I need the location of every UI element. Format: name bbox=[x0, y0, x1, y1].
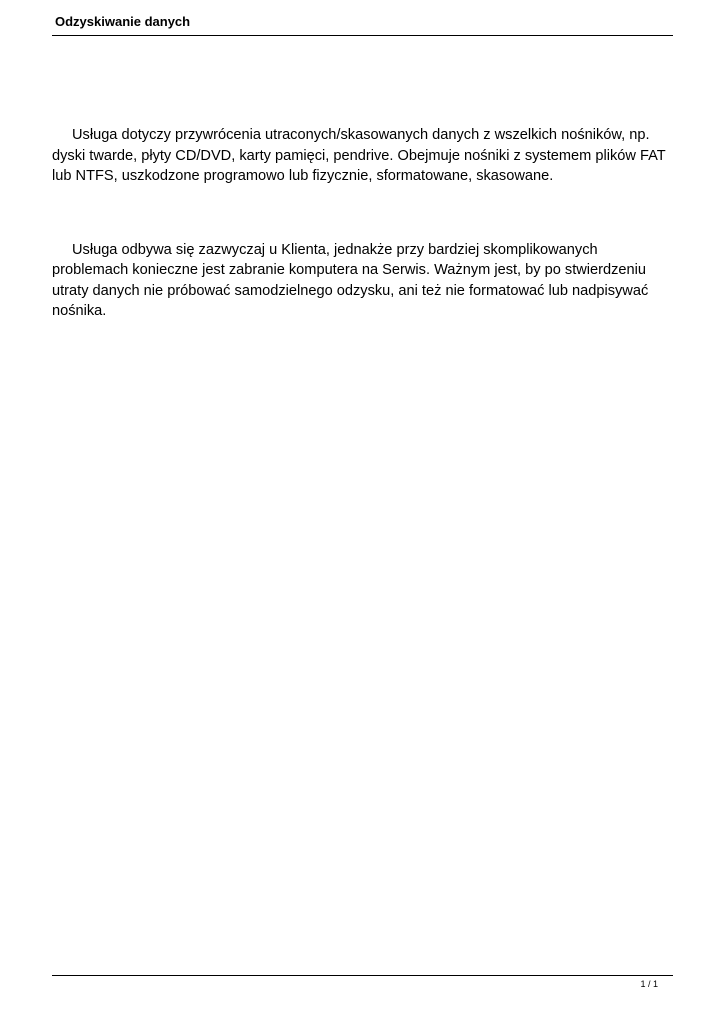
page-title: Odzyskiwanie danych bbox=[55, 14, 191, 29]
page-number: 1 / 1 bbox=[640, 979, 658, 989]
paragraph-service-description: Usługa dotyczy przywrócenia utraconych/skasowanych danych z wszelkich nośników, np. dyski twarde, płyty CD/DVD, karty pamięci, pendrive. Obejmuje nośniki z systemem plików FAT lub NTFS, uszkodzone programowo lub fizycznie, sformatowane, skasowane. bbox=[52, 127, 666, 184]
paragraph-service-procedure: Usługa odbywa się zazwyczaj u Klienta, jednakże przy bardziej skomplikowanych problemach konieczne jest zabranie komputera na Serwis. Ważnym jest, by po stwierdzeniu utraty danych nie próbować samodzielnego odzysku, ani też nie formatować lub nadpisywać nośnika. bbox=[52, 241, 649, 319]
page-footer bbox=[52, 975, 673, 996]
page-header bbox=[52, 0, 673, 36]
document-body bbox=[52, 125, 677, 322]
